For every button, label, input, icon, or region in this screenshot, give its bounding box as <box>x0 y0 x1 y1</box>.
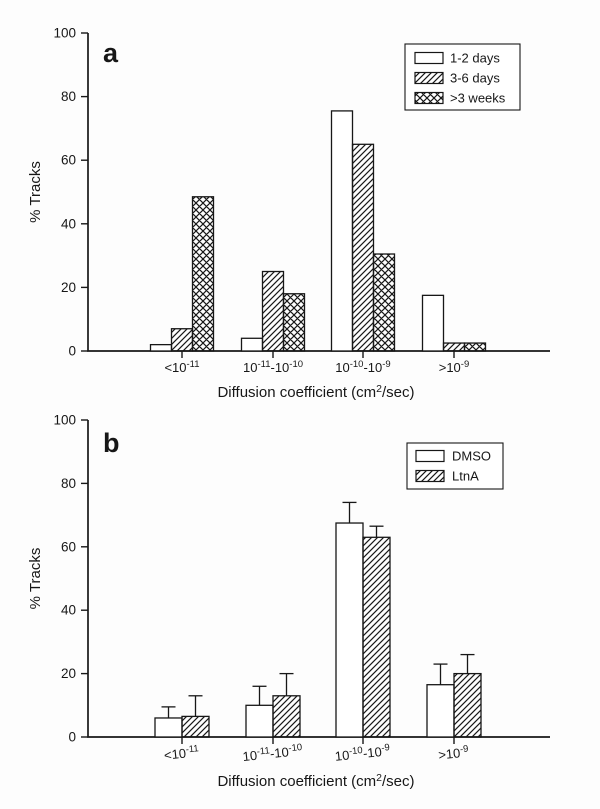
legend-label: 3-6 days <box>450 70 500 86</box>
bar <box>332 111 353 351</box>
bar <box>246 705 273 737</box>
bar <box>454 674 481 737</box>
y-tick-label: 60 <box>60 539 76 555</box>
y-tick-label: 60 <box>60 152 76 168</box>
bar <box>182 716 209 737</box>
legend-label: LtnA <box>452 468 479 484</box>
panel-b-chart <box>0 405 600 809</box>
bar <box>423 295 444 351</box>
x-tick-label: $10^{-10}-10^{-9}$ <box>335 359 391 375</box>
y-tick-label: 0 <box>68 343 76 359</box>
x-tick-label: $10^{-10}-10^{-9}$ <box>334 742 391 764</box>
y-tick-label: 40 <box>60 602 76 618</box>
bar <box>465 343 486 351</box>
x-tick-label: $<10^{-11}$ <box>164 359 200 375</box>
bar <box>374 254 395 351</box>
y-tick-label: 20 <box>60 279 76 295</box>
legend-swatch <box>415 53 443 64</box>
legend-swatch <box>416 471 444 482</box>
bar <box>363 537 390 737</box>
bar <box>242 338 263 351</box>
bar <box>193 197 214 351</box>
x-tick-label: $>10^{-9}$ <box>437 743 469 763</box>
x-tick-label: $10^{-11}-10^{-10}$ <box>241 741 303 765</box>
x-axis-title: Diffusion coefficient $(cm^2/\sec)$ <box>217 383 415 401</box>
y-tick-label: 100 <box>53 25 76 41</box>
x-tick-label: $<10^{-11}$ <box>163 743 200 763</box>
legend-swatch <box>415 93 443 104</box>
legend-label: DMSO <box>452 448 491 464</box>
legend-label: >3 weeks <box>450 90 506 106</box>
bar <box>427 685 454 737</box>
x-tick-label: $10^{-11}-10^{-10}$ <box>242 359 304 375</box>
bar <box>336 523 363 737</box>
bar <box>273 696 300 737</box>
bar <box>155 718 182 737</box>
y-tick-label: 80 <box>60 475 76 491</box>
y-tick-label: 100 <box>53 412 76 428</box>
y-tick-label: 20 <box>60 666 76 682</box>
y-axis-title: % Tracks <box>27 547 44 610</box>
legend-swatch <box>416 451 444 462</box>
y-tick-label: 0 <box>68 729 76 745</box>
legend-swatch <box>415 73 443 84</box>
panel-label: a <box>103 38 119 68</box>
panel-label: b <box>103 428 120 458</box>
y-tick-label: 80 <box>60 89 76 105</box>
legend-label: 1-2 days <box>450 50 500 66</box>
x-tick-label: $>10^{-9}$ <box>438 359 470 375</box>
bar <box>444 343 465 351</box>
bar <box>151 345 172 351</box>
bar <box>263 272 284 352</box>
y-axis-title: % Tracks <box>27 161 44 223</box>
bar <box>172 329 193 351</box>
x-axis-title: Diffusion coefficient $(cm^2/\sec)$ <box>217 772 415 790</box>
y-tick-label: 40 <box>60 216 76 232</box>
bar <box>284 294 305 351</box>
bar <box>353 144 374 351</box>
